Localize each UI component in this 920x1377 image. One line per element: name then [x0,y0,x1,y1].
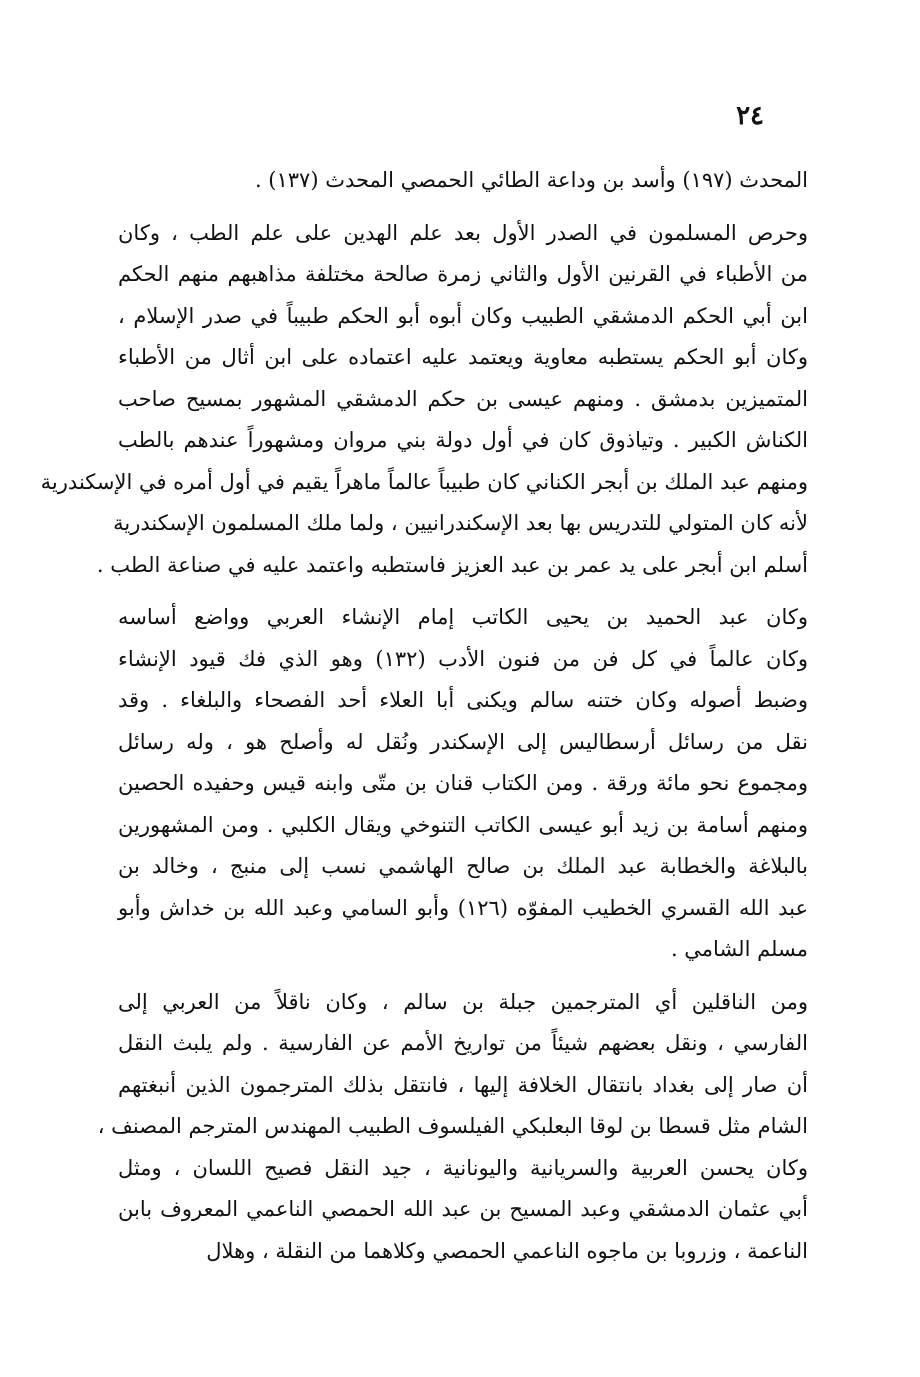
text-line: وكان يحسن العربية والسريانية واليونانية ، جيد النقل فصيح اللسان ، ومثل [118,1155,808,1180]
text-line: ومجموع نحو مائة ورقة . ومن الكتاب قنان بن متّى وابنه قيس وحفيده الحصين [118,771,808,795]
paragraph-gap [118,586,808,597]
text-line: بالبلاغة والخطابة عبد الملك بن صالح الهاشمي نسب إلى منبج ، وخالد بن [118,854,808,878]
text-line: وكان عبد الحميد بن يحيى الكاتب إمام الإنشاء العربي وواضع أساسه [118,605,808,629]
text-line: وحرص المسلمون في الصدر الأول بعد علم الهدين على علم الطب ، وكان [118,220,808,245]
text-line: وكان عالماً في كل فن من فنون الأدب (١٣٢) وهو الذي فك قيود الإنشاء [118,646,808,671]
text-line: الشام مثل قسطا بن لوقا البعلبكي الفيلسوف الطبيب المهندس المترجم المصنف ، [97,1114,808,1138]
text-line: المتميزين بدمشق . ومنهم عيسى بن حكم الدمشقي المشهور بمسيح صاحب [118,386,808,411]
paragraph [40,213,808,587]
page-number: ٢٤ [736,101,764,131]
text-line: أبي عثمان الدمشقي وعبد المسيح بن عبد الله الحمصي الناعمي المعروف بابن [118,1197,808,1221]
text-line: وضبط أصوله وكان ختنه سالم ويكنى أبا العلاء أحد الفصحاء والبلغاء . وقد [118,688,808,712]
paragraph [118,597,808,971]
paragraph [97,982,808,1273]
text-line: من الأطباء في القرنين الأول والثاني زمرة صالحة مختلفة مذاهبهم منهم الحكم [118,262,808,286]
text-line: ومنهم عبد الملك بن أبجر الكناني كان طبيباً عالماً ماهراً يقيم في أول أمره في الإسكندرية [40,469,808,494]
text-line: وكان أبو الحكم يستطبه معاوية ويعتمد عليه اعتماده على ابن أثال من الأطباء [118,345,808,369]
text-line: الكناش الكبير . وتياذوق كان في أول دولة بني مروان ومشهوراً عندهم بالطب [118,428,808,452]
text-line: المحدث (١٩٧) وأسد بن وداعة الطائي الحمصي المحدث (١٣٧) . [254,168,808,192]
text-line: مسلم الشامي . [670,937,808,961]
text-line: ومنهم أسامة بن زيد أبو عيسى الكاتب التنوخي ويقال الكلبي . ومن المشهورين [118,812,808,837]
paragraph-gap [118,971,808,982]
text-line: أن صار إلى بغداد بانتقال الخلافة إليها ، فانتقل بذلك المترجمون الذين أنبغتهم [118,1072,808,1097]
text-line: نقل من رسائل أرسطاليس إلى الإسكندر ونُقل له وأصلح هو ، وله رسائل [118,729,808,754]
text-line: عبد الله القسري الخطيب المفوّه (١٢٦) وأبو السامي وعبد الله بن خداش وأبو [118,895,809,920]
paragraph-gap [118,202,808,213]
text-line: الفارسي ، ونقل بعضهم شيئاً من تواريخ الأمم عن الفارسية . ولم يلبث النقل [118,1031,808,1055]
text-body [40,160,809,1272]
text-line: ابن أبي الحكم الدمشقي الطبيب وكان أبوه أبو الحكم طبيباً في صدر الإسلام ، [118,303,808,328]
paragraph [118,160,808,202]
text-line: لأنه كان المتولي للتدريس بها بعد الإسكندرانيين ، ولما ملك المسلمون الإسكندرية [113,511,808,535]
text-line: ومن الناقلين أي المترجمين جبلة بن سالم ، وكان ناقلاً من العربي إلى [118,989,808,1014]
text-line: أسلم ابن أبجر على يد عمر بن عبد العزيز فاستطبه واعتمد عليه في صناعة الطب . [96,552,808,577]
text-line: الناعمة ، وزروبا بن ماجوه الناعمي الحمصي وكلاهما من النقلة ، وهلال [206,1238,808,1263]
